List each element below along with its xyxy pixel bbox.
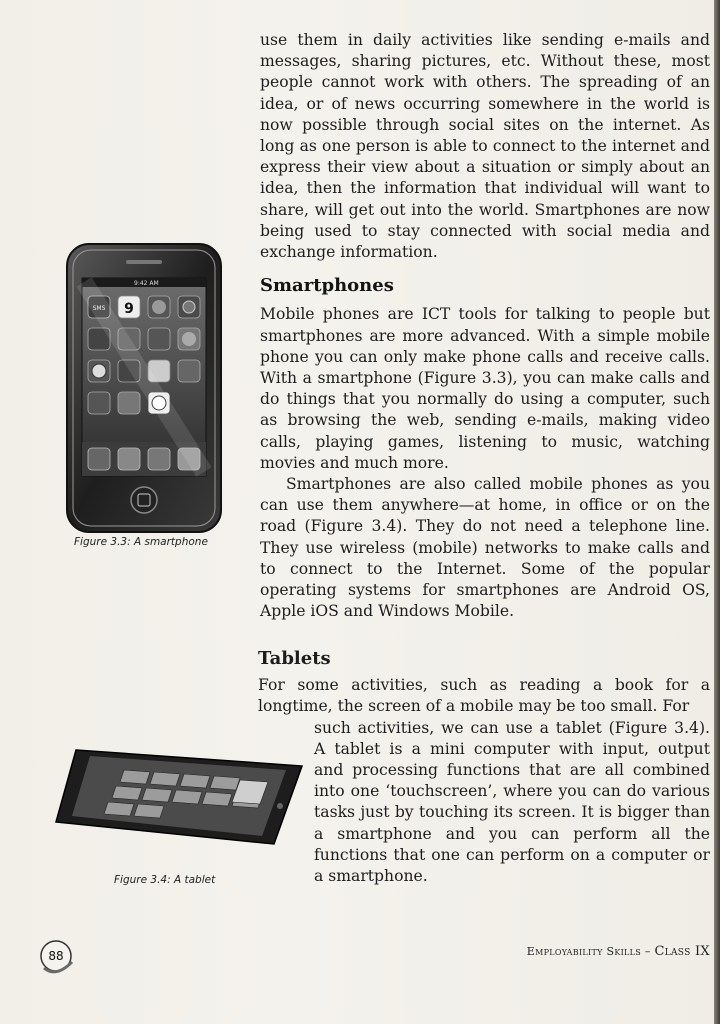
smartphones-heading: Smartphones <box>260 275 394 297</box>
footer-class-label: Class IX <box>654 944 710 959</box>
intro-paragraph: use them in daily activities like sending e-mails and messages, sharing pictures, etc. Without these, most people cannot work with others. The spreading of an idea, or of news occurring somewhere in the world is now possible through social sites on the internet. As long as one person is able to connect to the internet and express their view about a situation or simply about an idea, then the information that individual will want to share, will get out into the world. Smartphones are now being used to stay connected with social media and exchange information. <box>260 31 710 262</box>
home-button <box>131 487 157 513</box>
page-right-edge-shadow <box>714 0 720 1024</box>
tablets-body-text: such activities, we can use a tablet (Figure 3.4). A tablet is a mini computer with input, output and processing functions that are all combined into one ‘touchscreen’, where you can do various tasks just by touching its screen. It is bigger than a smartphone and you can perform all the functions that one can perform on a computer or a smartphone. <box>314 718 710 886</box>
running-footer <box>500 944 710 959</box>
page-number-badge <box>38 938 76 976</box>
footer-book-title: Employability Skills – <box>526 945 655 958</box>
calendar-day-number: 9 <box>124 301 134 317</box>
tablets-heading: Tablets <box>258 648 331 669</box>
main-text-column <box>260 30 710 622</box>
tablets-lead-text: For some activities, such as reading a book for a longtime, the screen of a mobile may be too small. For <box>258 676 710 716</box>
tablet-caption: Figure 3.4: A tablet <box>114 874 216 886</box>
page-number: 88 <box>48 949 64 963</box>
smartphone-caption: Figure 3.3: A smartphone <box>74 536 208 548</box>
smartphones-paragraph-2: Smartphones are also called mobile phones as you can use them anywhere—at home, in office or on the road (Figure 3.4). They do not need a telephone line. They use wireless (mobile) networks to make calls and to connect to the Internet. Some of the popular operating systems for smartphones are Android OS, Apple iOS and Windows Mobile. <box>260 475 710 621</box>
tablets-section <box>258 648 710 887</box>
phone-status-time: 9:42 AM <box>134 280 159 287</box>
smartphones-paragraph-1: Mobile phones are ICT tools for talking to people but smartphones are more advanced. With a simple mobile phone you can only make phone calls and receive calls. With a smartphone (Figure 3.3), you can make calls and do things that you normally do using a computer, such as browsing the web, sending e-mails, making video calls, playing games, listening to music, watching movies and much more. <box>260 305 710 472</box>
tablet-image <box>54 740 304 846</box>
smartphone-image <box>64 242 224 534</box>
